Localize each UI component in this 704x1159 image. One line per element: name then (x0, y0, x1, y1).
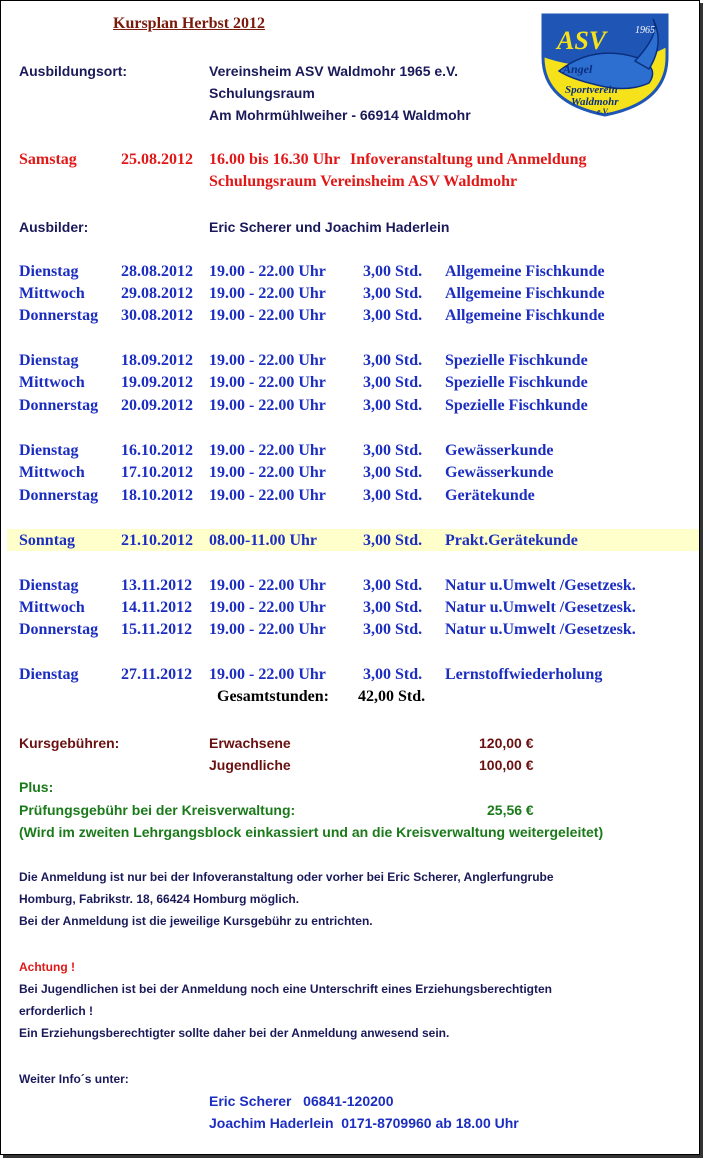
schedule-day: Dienstag (19, 263, 79, 280)
exam-fee-label: Prüfungsgebühr bei der Kreisverwaltung: (19, 802, 296, 818)
schedule-topic: Allgemeine Fischkunde (445, 263, 605, 280)
schedule-day: Donnerstag (19, 487, 99, 504)
warning-line: Ein Erziehungsberechtigter sollte daher bei der Anmeldung anwesend sein. (19, 1026, 450, 1040)
schedule-day: Donnerstag (19, 621, 99, 638)
schedule-day: Dienstag (19, 666, 79, 683)
infoevent-place: Schulungsraum Vereinsheim ASV Waldmohr (209, 173, 518, 190)
infoevent-day: Samstag (19, 151, 77, 168)
schedule-day: Dienstag (19, 352, 79, 369)
schedule-date: 18.09.2012 (121, 352, 193, 369)
schedule-hours: 3,00 Std. (363, 307, 423, 324)
registration-line: Bei der Anmeldung ist die jeweilige Kursgebühr zu entrichten. (19, 914, 373, 928)
schedule-date: 16.10.2012 (121, 442, 193, 459)
schedule-hours: 3,00 Std. (363, 464, 423, 481)
schedule-hours: 3,00 Std. (363, 352, 423, 369)
schedule-time: 19.00 - 22.00 Uhr (209, 442, 326, 459)
fee-youth-value: 100,00 € (479, 757, 534, 773)
total-value: 42,00 Std. (358, 688, 426, 705)
schedule-hours: 3,00 Std. (363, 374, 423, 391)
warning-title: Achtung ! (19, 960, 75, 974)
schedule-date: 15.11.2012 (121, 621, 193, 638)
schedule-hours: 3,00 Std. (363, 487, 423, 504)
schedule-date: 21.10.2012 (121, 532, 193, 549)
schedule-date: 13.11.2012 (121, 577, 193, 594)
exam-fee-note: (Wird im zweiten Lehrgangsblock einkassiert und an die Kreisverwaltung weitergeleitet) (19, 824, 604, 840)
schedule-time: 19.00 - 22.00 Uhr (209, 263, 326, 280)
infoevent-time: 16.00 bis 16.30 Uhr (209, 151, 341, 168)
schedule-hours: 3,00 Std. (363, 263, 423, 280)
schedule-topic: Lernstoffwiederholung (445, 666, 603, 683)
infoevent-date: 25.08.2012 (121, 151, 193, 168)
instructors-names: Eric Scherer und Joachim Haderlein (209, 219, 450, 235)
infoevent-title: Infoveranstaltung und Anmeldung (350, 151, 587, 168)
schedule-hours: 3,00 Std. (363, 599, 423, 616)
schedule-time: 19.00 - 22.00 Uhr (209, 666, 326, 683)
schedule-time: 08.00-11.00 Uhr (209, 532, 317, 549)
schedule-date: 28.08.2012 (121, 263, 193, 280)
schedule-time: 19.00 - 22.00 Uhr (209, 397, 326, 414)
schedule-day: Donnerstag (19, 307, 99, 324)
schedule-day: Mittwoch (19, 285, 85, 302)
logo-town-text: Waldmohr (571, 96, 619, 108)
schedule-time: 19.00 - 22.00 Uhr (209, 285, 326, 302)
schedule-day: Sonntag (19, 532, 76, 549)
schedule-day: Dienstag (19, 442, 79, 459)
fees-plus: Plus: (19, 779, 54, 795)
schedule-time: 19.00 - 22.00 Uhr (209, 621, 326, 638)
schedule-date: 30.08.2012 (121, 307, 193, 324)
schedule-topic: Spezielle Fischkunde (445, 374, 588, 391)
location-line: Schulungsraum (209, 85, 315, 101)
schedule-topic: Gewässerkunde (445, 464, 554, 481)
location-line: Am Mohrmühlweiher - 66914 Waldmohr (209, 107, 471, 123)
fee-youth-label: Jugendliche (209, 757, 291, 773)
schedule-hours: 3,00 Std. (363, 532, 423, 549)
schedule-time: 19.00 - 22.00 Uhr (209, 577, 326, 594)
schedule-topic: Gerätekunde (445, 487, 535, 504)
fee-adult-label: Erwachsene (209, 735, 291, 751)
registration-line: Homburg, Fabrikstr. 18, 66424 Homburg möglich. (19, 892, 300, 906)
schedule-time: 19.00 - 22.00 Uhr (209, 307, 326, 324)
asv-waldmohr-logo (537, 13, 673, 117)
schedule-topic: Gewässerkunde (445, 442, 554, 459)
schedule-topic: Spezielle Fischkunde (445, 397, 588, 414)
schedule-topic: Spezielle Fischkunde (445, 352, 588, 369)
logo-asv-text: ASV (557, 26, 607, 55)
schedule-topic: Natur u.Umwelt /Gesetzesk. (445, 577, 636, 594)
schedule-day: Dienstag (19, 577, 79, 594)
warning-line: erforderlich ! (19, 1004, 94, 1018)
location-label: Ausbildungsort: (19, 63, 128, 79)
logo-angel-text: Angel (563, 62, 593, 76)
registration-line: Die Anmeldung ist nur bei der Infoveranstaltung oder vorher bei Eric Scherer, Anglerfungrube (19, 870, 554, 884)
schedule-hours: 3,00 Std. (363, 621, 423, 638)
schedule-hours: 3,00 Std. (363, 577, 423, 594)
total-label: Gesamtstunden: (217, 688, 330, 705)
schedule-topic: Allgemeine Fischkunde (445, 307, 605, 324)
schedule-topic: Natur u.Umwelt /Gesetzesk. (445, 621, 636, 638)
instructors-label: Ausbilder: (19, 219, 89, 235)
schedule-hours: 3,00 Std. (363, 666, 423, 683)
schedule-day: Mittwoch (19, 374, 85, 391)
logo-club-text: Sportverein (565, 84, 618, 96)
schedule-date: 20.09.2012 (121, 397, 193, 414)
exam-fee-value: 25,56 € (487, 802, 534, 818)
schedule-time: 19.00 - 22.00 Uhr (209, 464, 326, 481)
schedule-date: 27.11.2012 (121, 666, 193, 683)
schedule-time: 19.00 - 22.00 Uhr (209, 374, 326, 391)
schedule-time: 19.00 - 22.00 Uhr (209, 487, 326, 504)
schedule-day: Mittwoch (19, 464, 85, 481)
contact-line: Eric Scherer 06841-120200 (209, 1093, 394, 1109)
schedule-hours: 3,00 Std. (363, 285, 423, 302)
contact-line: Joachim Haderlein 0171-8709960 ab 18.00 Uhr (209, 1115, 519, 1131)
location-line: Vereinsheim ASV Waldmohr 1965 e.V. (209, 63, 458, 79)
sunday-row-highlight (7, 529, 699, 551)
logo-year-text: 1965 (635, 25, 655, 36)
schedule-hours: 3,00 Std. (363, 397, 423, 414)
logo-ev-text: e.V. (597, 107, 609, 116)
schedule-topic: Natur u.Umwelt /Gesetzesk. (445, 599, 636, 616)
schedule-time: 19.00 - 22.00 Uhr (209, 352, 326, 369)
schedule-time: 19.00 - 22.00 Uhr (209, 599, 326, 616)
schedule-hours: 3,00 Std. (363, 442, 423, 459)
schedule-day: Mittwoch (19, 599, 85, 616)
contact-label: Weiter Info´s unter: (19, 1072, 129, 1086)
page-title: Kursplan Herbst 2012 (113, 15, 266, 32)
schedule-topic: Allgemeine Fischkunde (445, 285, 605, 302)
schedule-date: 29.08.2012 (121, 285, 193, 302)
schedule-date: 19.09.2012 (121, 374, 193, 391)
schedule-date: 17.10.2012 (121, 464, 193, 481)
fee-adult-value: 120,00 € (479, 735, 534, 751)
schedule-topic: Prakt.Gerätekunde (445, 532, 578, 549)
schedule-date: 18.10.2012 (121, 487, 193, 504)
schedule-day: Donnerstag (19, 397, 99, 414)
fees-label: Kursgebühren: (19, 735, 120, 751)
schedule-date: 14.11.2012 (121, 599, 193, 616)
warning-line: Bei Jugendlichen ist bei der Anmeldung noch eine Unterschrift eines Erziehungsberechtigten (19, 982, 552, 996)
